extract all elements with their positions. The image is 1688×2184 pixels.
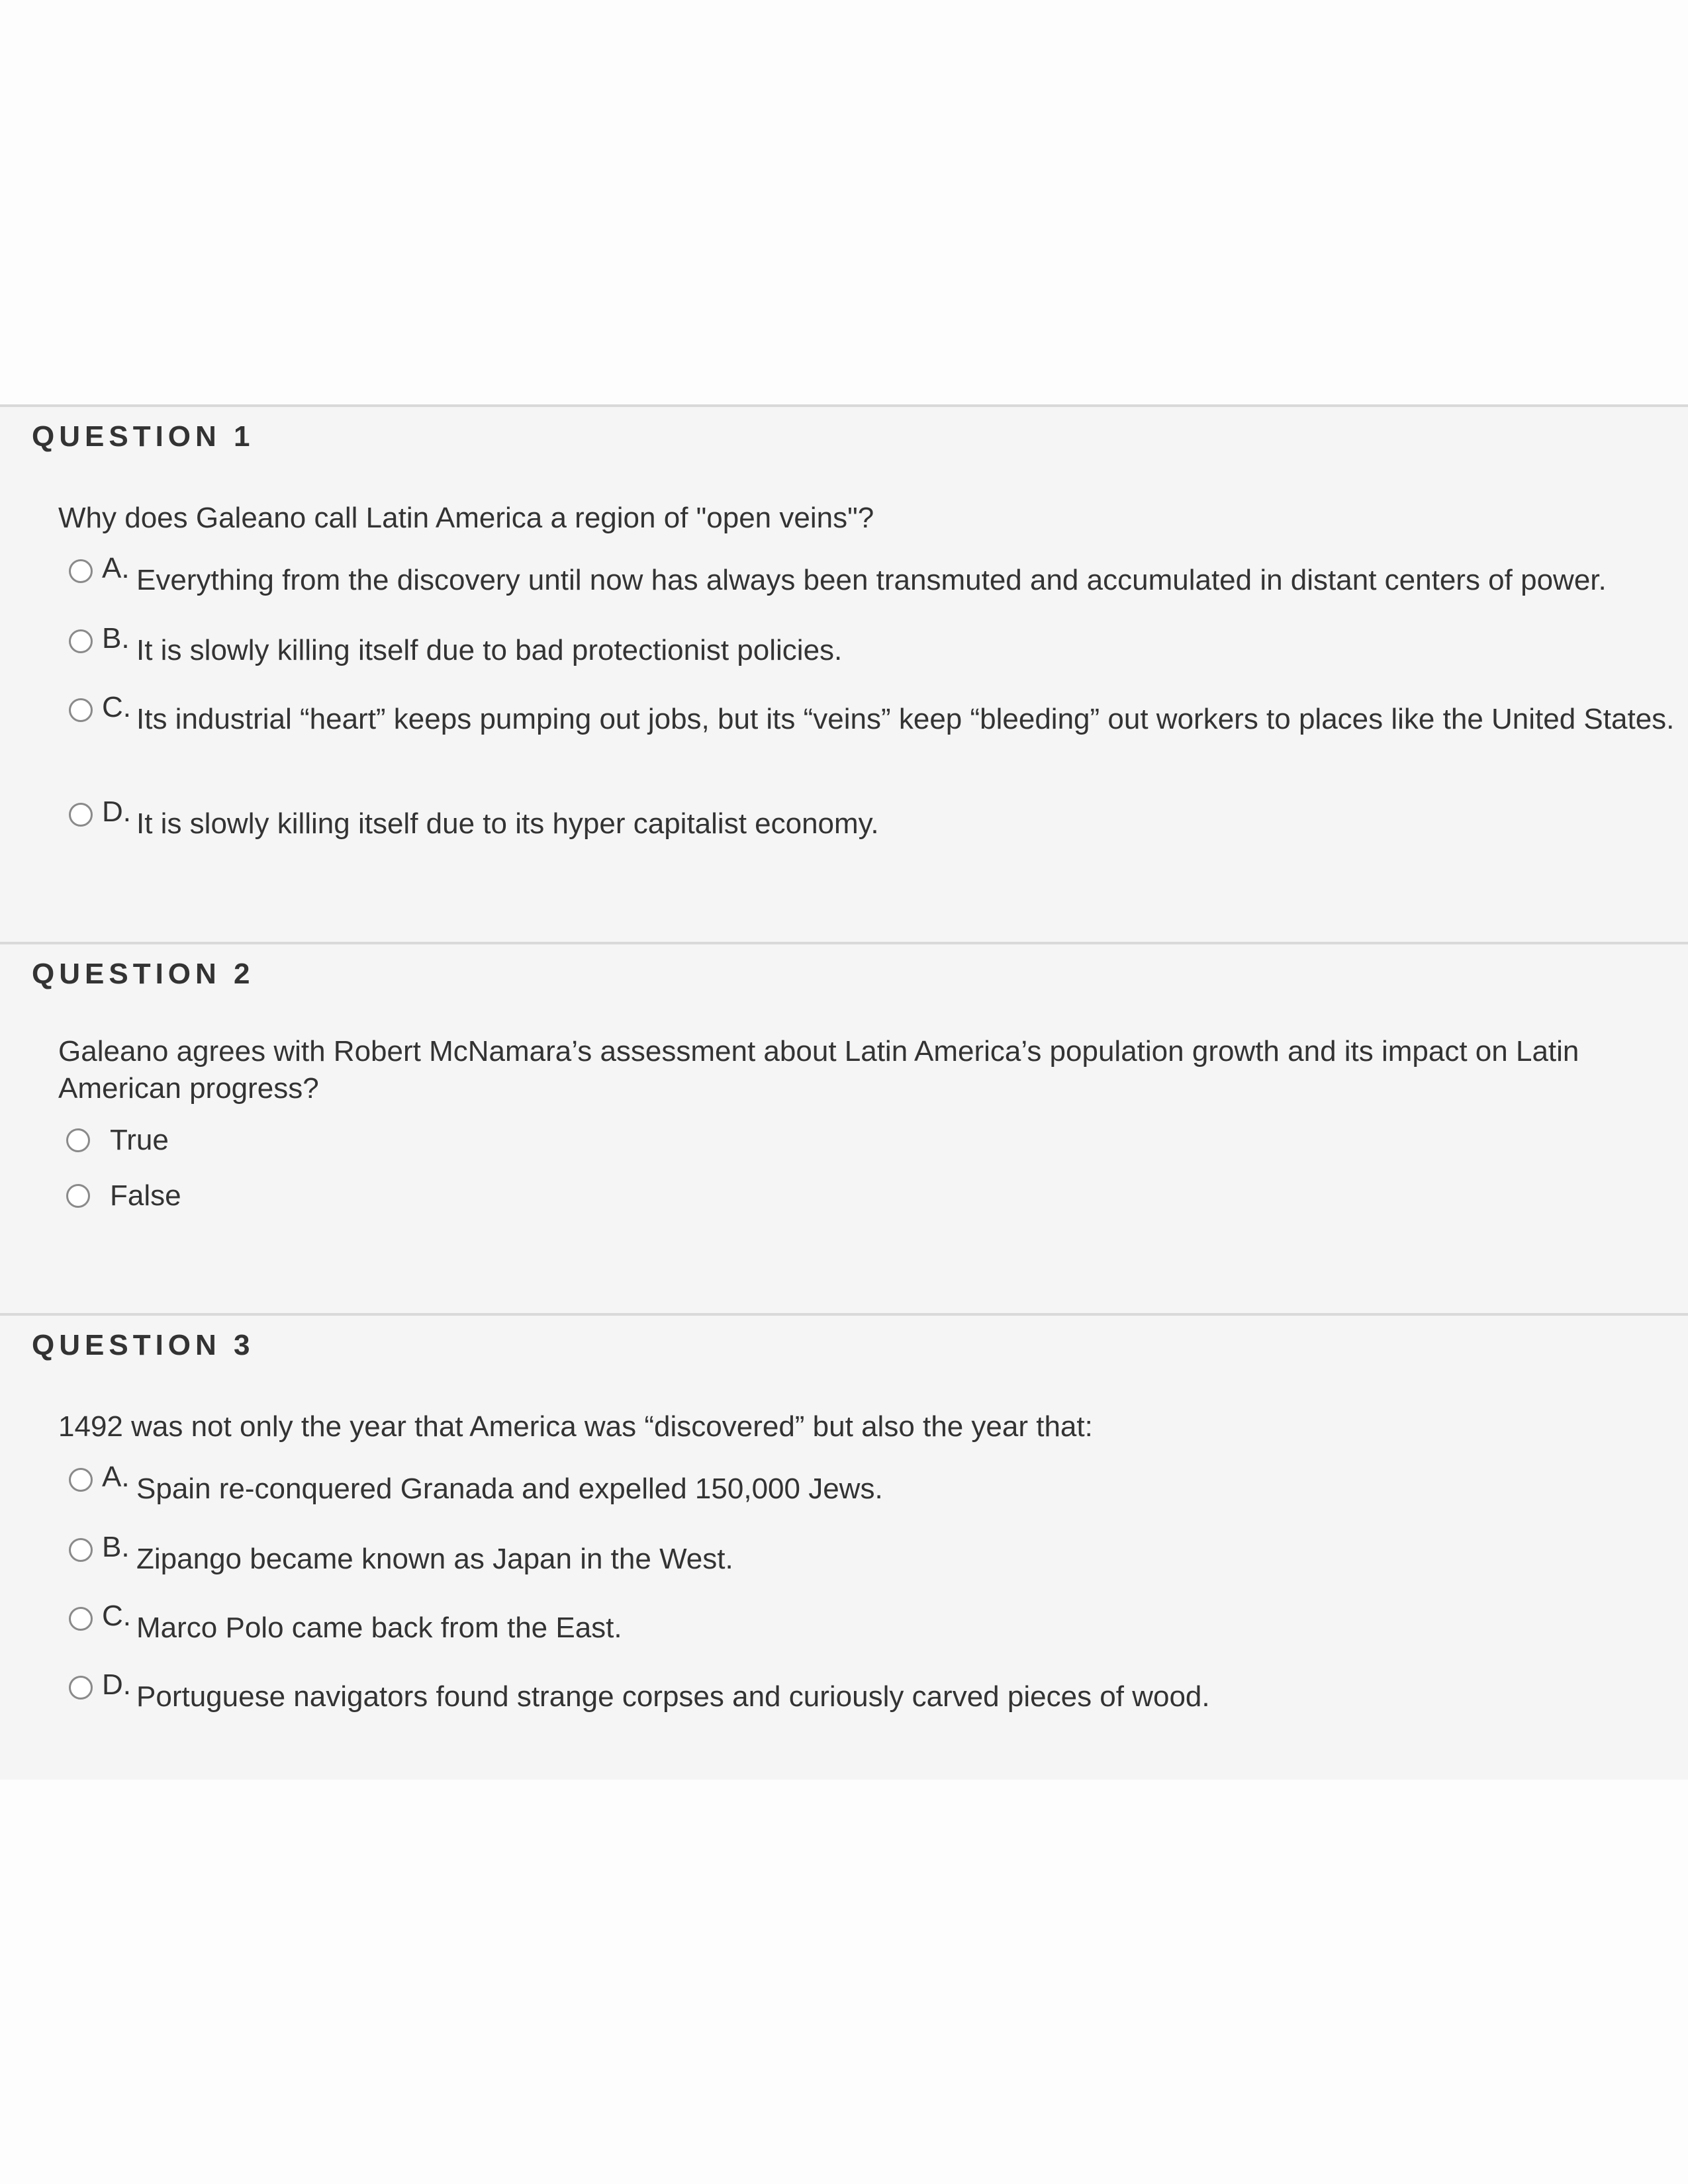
question-1: [0, 404, 1688, 942]
option-text: False: [110, 1179, 181, 1212]
question-2-title: QUESTION 2: [32, 958, 255, 990]
radio-button[interactable]: [69, 1538, 93, 1562]
radio-button[interactable]: [69, 1468, 93, 1492]
question-1-option-d[interactable]: [69, 797, 1684, 841]
option-text: It is slowly killing itself due to its hyper capitalist economy.: [136, 807, 879, 840]
question-1-option-c[interactable]: [69, 693, 1684, 737]
question-2: [0, 942, 1688, 1313]
option-text: Spain re-conquered Granada and expelled 150,000 Jews.: [136, 1473, 883, 1505]
radio-button[interactable]: [66, 1128, 90, 1152]
option-letter: A.: [102, 1461, 130, 1493]
question-2-text: Galeano agrees with Robert McNamara’s assessment about Latin America’s population growth and its impact on Latin American progress?: [58, 1035, 1579, 1105]
radio-button[interactable]: [69, 803, 93, 827]
radio-button[interactable]: [69, 698, 93, 722]
question-3-option-c[interactable]: [69, 1602, 1684, 1645]
option-text: Everything from the discovery until now has always been transmuted and accumulated in distant centers of power.: [136, 564, 1607, 596]
question-3-option-a[interactable]: [69, 1463, 1684, 1506]
option-text: Zipango became known as Japan in the West.: [136, 1543, 733, 1575]
option-letter: B.: [102, 1531, 130, 1563]
radio-button[interactable]: [69, 559, 93, 583]
option-text: It is slowly killing itself due to bad protectionist policies.: [136, 634, 843, 666]
radio-button[interactable]: [66, 1184, 90, 1208]
question-1-text: Why does Galeano call Latin America a region of "open veins"?: [58, 502, 874, 534]
question-1-title: QUESTION 1: [32, 420, 255, 453]
option-text: Marco Polo came back from the East.: [136, 1612, 622, 1644]
radio-button[interactable]: [69, 1676, 93, 1700]
question-3: [0, 1313, 1688, 1780]
option-letter: D.: [102, 796, 131, 828]
question-3-option-d[interactable]: [69, 1670, 1684, 1714]
option-letter: B.: [102, 622, 130, 655]
question-3-text: 1492 was not only the year that America was “discovered” but also the year that:: [58, 1410, 1093, 1443]
option-letter: A.: [102, 552, 130, 584]
page-top-blank-area: [0, 0, 1688, 404]
option-letter: C.: [102, 1600, 131, 1632]
option-text: Portuguese navigators found strange corpses and curiously carved pieces of wood.: [136, 1680, 1210, 1713]
question-1-option-a[interactable]: [69, 554, 1684, 598]
question-3-title: QUESTION 3: [32, 1329, 255, 1361]
option-text: Its industrial “heart” keeps pumping out jobs, but its “veins” keep “bleeding” out workers to places like the United States.: [136, 703, 1675, 735]
option-text: True: [110, 1124, 169, 1156]
question-2-option-false[interactable]: [66, 1179, 1681, 1213]
option-letter: C.: [102, 691, 131, 723]
question-1-option-b[interactable]: [69, 624, 1684, 668]
question-3-option-b[interactable]: [69, 1533, 1684, 1576]
option-letter: D.: [102, 1668, 131, 1701]
question-2-option-true[interactable]: [66, 1123, 1681, 1158]
radio-button[interactable]: [69, 1607, 93, 1631]
radio-button[interactable]: [69, 629, 93, 653]
